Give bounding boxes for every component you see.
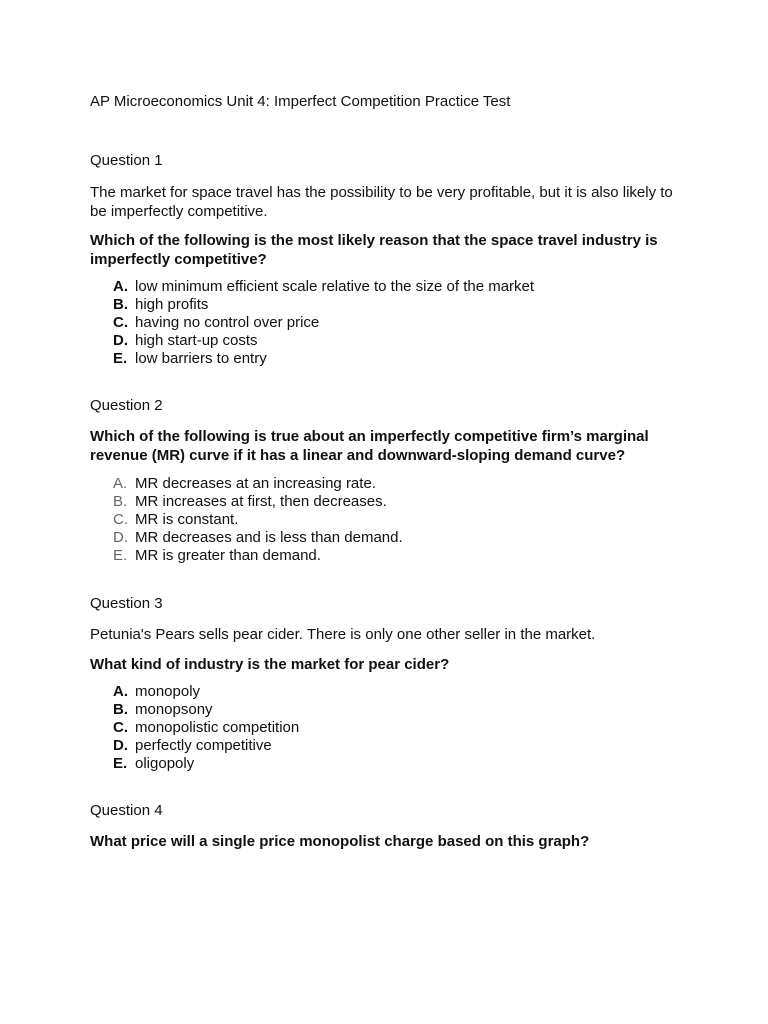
choice-text: MR decreases and is less than demand. <box>135 529 403 546</box>
choice-letter: A. <box>113 278 128 295</box>
choice-item <box>113 493 403 511</box>
question-2-heading: Question 2 <box>90 397 163 414</box>
choice-letter: B. <box>113 701 128 718</box>
choice-letter: D. <box>113 737 128 754</box>
choice-item <box>113 755 299 773</box>
choice-text: monopsony <box>135 701 213 718</box>
choice-item <box>113 475 403 493</box>
choice-item <box>113 278 534 296</box>
choice-item <box>113 719 299 737</box>
choice-text: MR is constant. <box>135 511 239 528</box>
choice-item <box>113 737 299 755</box>
choice-letter: C. <box>113 511 128 528</box>
choice-item <box>113 350 534 368</box>
question-3-heading: Question 3 <box>90 595 163 612</box>
choice-text: low minimum efficient scale relative to the size of the market <box>135 278 535 295</box>
document-title: AP Microeconomics Unit 4: Imperfect Competition Practice Test <box>90 93 511 110</box>
choice-item <box>113 529 403 547</box>
choice-text: perfectly competitive <box>135 737 272 754</box>
question-2-stem: Which of the following is true about an imperfectly competitive firm’s marginal revenue (MR) curve if it has a linear and downward-sloping demand curve? <box>90 428 649 464</box>
choice-item <box>113 332 534 350</box>
choice-letter: D. <box>113 529 128 546</box>
choice-text: MR decreases at an increasing rate. <box>135 475 376 492</box>
choice-text: oligopoly <box>135 755 195 772</box>
choice-letter: A. <box>113 683 128 700</box>
choice-text: high start-up costs <box>135 332 258 349</box>
choice-letter: B. <box>113 296 128 313</box>
question-3-context: Petunia's Pears sells pear cider. There is only one other seller in the market. <box>90 626 596 643</box>
choice-text: monopolistic competition <box>135 719 300 736</box>
choice-text: high profits <box>135 296 209 313</box>
choice-letter: C. <box>113 719 128 736</box>
choice-text: MR is greater than demand. <box>135 547 321 564</box>
question-1-stem: Which of the following is the most likely reason that the space travel industry is imperfectly competitive? <box>90 232 658 268</box>
choice-letter: B. <box>113 493 128 510</box>
choice-text: having no control over price <box>135 314 320 331</box>
question-2-choices <box>113 475 403 565</box>
choice-letter: E. <box>113 755 128 772</box>
question-3-stem: What kind of industry is the market for pear cider? <box>90 656 450 673</box>
choice-letter: A. <box>113 475 128 492</box>
choice-letter: E. <box>113 350 128 367</box>
choice-item <box>113 683 299 701</box>
choice-letter: E. <box>113 547 128 564</box>
choice-item <box>113 314 534 332</box>
choice-text: monopoly <box>135 683 201 700</box>
choice-item <box>113 547 403 565</box>
question-4-heading: Question 4 <box>90 802 163 819</box>
question-1-context: The market for space travel has the possibility to be very profitable, but it is also likely to be imperfectly competitive. <box>90 184 673 220</box>
choice-text: MR increases at first, then decreases. <box>135 493 387 510</box>
question-1-heading: Question 1 <box>90 152 163 169</box>
question-3-choices <box>113 683 299 773</box>
choice-item <box>113 296 534 314</box>
choice-letter: C. <box>113 314 128 331</box>
choice-letter: D. <box>113 332 128 349</box>
choice-item <box>113 511 403 529</box>
choice-item <box>113 701 299 719</box>
question-4-stem: What price will a single price monopolist charge based on this graph? <box>90 833 590 850</box>
question-1-choices <box>113 278 534 368</box>
choice-text: low barriers to entry <box>135 350 267 367</box>
